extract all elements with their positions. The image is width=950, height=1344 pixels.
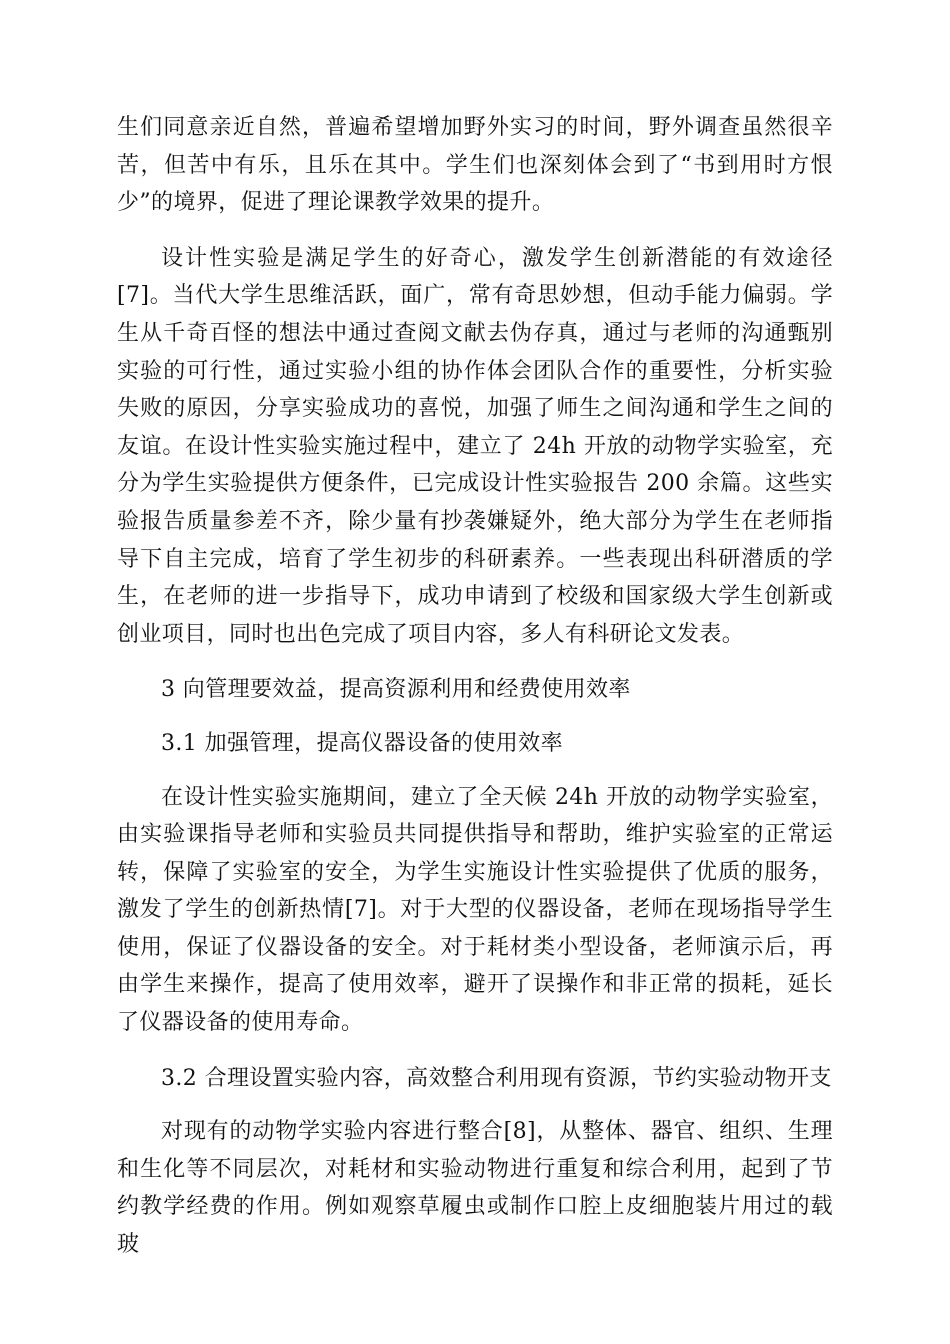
subsection-heading-3-2: 3.2 合理设置实验内容，高效整合利用现有资源，节约实验动物开支 xyxy=(161,1065,832,1091)
paragraph-equipment-management: 在设计性实验实施期间，建立了全天候 24h 开放的动物学实验室，由实验课指导老师和实验员共同提供指导和帮助，维护实验室的正常运转，保障了实验室的安全，为学生实施设计性实验提供了优质的服务，激发了学生的创新热情[7]。对于大型的仪器设备，老师在现场指导学生使用，保证了仪器设备的安全。对于耗材类小型设备，老师演示后，再由学生来操作，提高了使用效率，避开了误操作和非正常的损耗，延长了仪器设备的使用寿命。 xyxy=(117,784,833,1036)
paragraph-design-experiment: 设计性实验是满足学生的好奇心，激发学生创新潜能的有效途径[7]。当代大学生思维活跃，面广，常有奇思妙想，但动手能力偏弱。学生从千奇百怪的想法中通过查阅文献去伪存真，通过与老师的沟通甄别实验的可行性，通过实验小组的协作体会团队合作的重要性，分析实验失败的原因，分享实验成功的喜悦，加强了师生之间沟通和学生之间的友谊。在设计性实验实施过程中，建立了 24h 开放的动物学实验室，充分为学生实验提供方便条件，已完成设计性实验报告 200 余篇。这些实验报告质量参差不齐，除少量有抄袭嫌疑外，绝大部分为学生在老师指导下自主完成，培育了学生初步的科研素养。一些表现出科研潜质的学生，在老师的进一步指导下，成功申请到了校级和国家级大学生创新或创业项目，同时也出色完成了项目内容，多人有科研论文发表。 xyxy=(117,245,833,647)
section-heading-3: 3 向管理要效益，提高资源利用和经费使用效率 xyxy=(161,677,631,703)
document-body xyxy=(117,109,833,1282)
paragraph-continuation: 生们同意亲近自然，普遍希望增加野外实习的时间，野外调查虽然很辛苦，但苦中有乐，且乐在其中。学生们也深刻体会到了“书到用时方恨少”的境界，促进了理论课教学效果的提升。 xyxy=(117,115,833,216)
subsection-heading-3-1: 3.1 加强管理，提高仪器设备的使用效率 xyxy=(161,730,563,756)
paragraph-content-integration: 对现有的动物学实验内容进行整合[8]，从整体、器官、组织、生理和生化等不同层次，对耗材和实验动物进行重复和综合利用，起到了节约教学经费的作用。例如观察草履虫或制作口腔上皮细胞装片用过的载玻 xyxy=(117,1119,833,1258)
